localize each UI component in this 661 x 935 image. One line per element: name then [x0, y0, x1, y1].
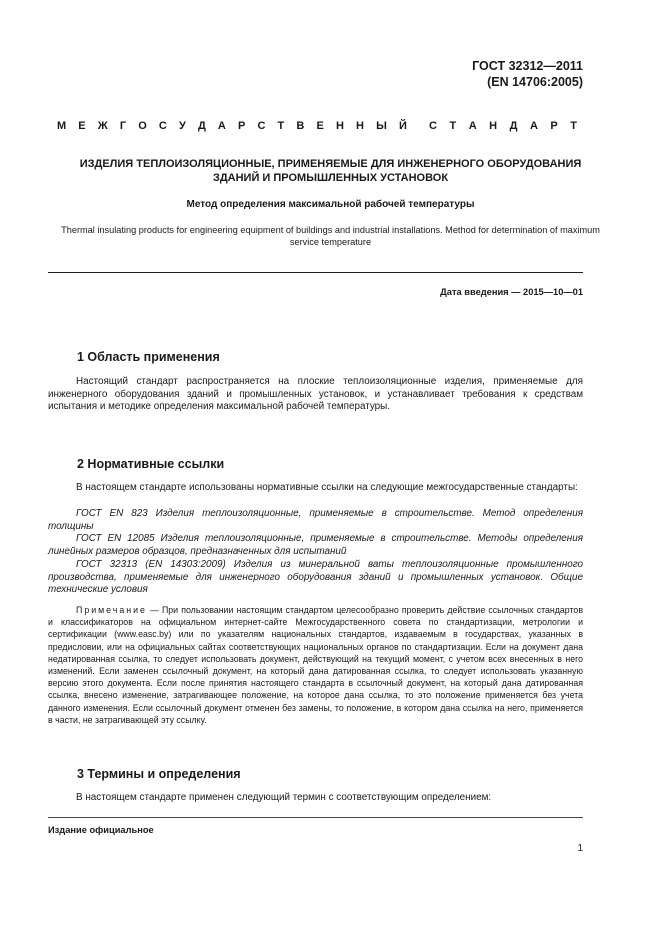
introduction-date: Дата введения — 2015—10—01: [440, 287, 583, 297]
reference-gost-en-823: ГОСТ EN 823 Изделия теплоизоляционные, применяемые в строительстве. Метод определения толщины: [48, 508, 583, 532]
section-2-intro: В настоящем стандарте использованы нормативные ссылки на следующие межгосударственные стандарты:: [76, 482, 578, 493]
section-1-text: Настоящий стандарт распространяется на плоские теплоизоляционные изделия, применяемые для инженерного оборудования зданий и промышленных установок, и устанавливает требования к средствам испытания и методике определения максимальной рабочей температуры.: [48, 376, 583, 413]
references-note: [48, 604, 583, 726]
title-line-2: ЗДАНИЙ И ПРОМЫШЛЕННЫХ УСТАНОВОК: [212, 172, 449, 184]
section-3-text: В настоящем стандарте применен следующий термин с соответствующим определением:: [76, 792, 492, 803]
banner-letter: Е: [316, 120, 324, 132]
banner-letter: Т: [570, 120, 577, 132]
method-subtitle: Метод определения максимальной рабочей температуры: [186, 199, 475, 210]
section-3-heading: 3 Термины и определения: [77, 767, 241, 781]
banner-letter: Ж: [97, 120, 108, 132]
title-russian: [48, 157, 613, 185]
title-english: Thermal insulating products for engineering equipment of buildings and industrial installations. Method for determination of maximum service temperature: [61, 225, 600, 247]
banner-letter: А: [217, 120, 226, 132]
banner-letter: А: [529, 120, 538, 132]
note-text: — При пользовании настоящим стандартом целесообразно проверить действие ссылочных стандартов и классификаторов на официальном интернет-сайте Межгосударственного совета по стандартизации, метрологии и сертификации (www.easc.by) или по указателям национальных стандартов, издаваемым в государствах, указанных в предисловии, или на официальных сайтах соответствующих национальных органов по стандартизации. Если на документ дана недатированная ссылка, то следует использовать документ, действующий на текущий момент, с учетом всех внесенных в него изменений. Если заменен ссылочный документ, на который дана датированная ссылка, то следует использовать указанную версию этого документа. Если после принятия настоящего стандарта в ссылочный документ, на который дана датированная ссылка, внесено изменение, затрагивающее положение, на которое дана ссылка, то это положение применяется без учета данного изменения. Если ссылочный документ отменен без замены, то положение, в котором дана ссылка на него, применяется в части, не затрагивающей эту ссылку.: [48, 605, 583, 725]
banner-letter: Д: [509, 120, 518, 132]
banner-letter: С: [429, 120, 437, 132]
banner-letter: С: [158, 120, 167, 132]
reference-gost-en-12085: ГОСТ EN 12085 Изделия теплоизоляционные, применяемые в строительстве. Методы определения линейных размеров образцов, предназначенных для испытаний: [48, 533, 583, 557]
official-edition-label: Издание официальное: [48, 825, 154, 835]
banner-letter: Н: [335, 120, 344, 132]
banner-letter: О: [138, 120, 147, 132]
banner-letter: Р: [550, 120, 558, 132]
banner-letter: Р: [238, 120, 246, 132]
interstate-word-1: [57, 120, 407, 132]
banner-letter: С: [257, 120, 266, 132]
section-2-heading: 2 Нормативные ссылки: [77, 457, 225, 471]
banner-letter: А: [468, 120, 477, 132]
reference-gost-32313: ГОСТ 32313 (EN 14303:2009) Изделия из минеральной ваты теплоизоляционные промышленного производства, применяемые для инженерного оборудования зданий и промышленных установок. Общие технические условия: [48, 559, 583, 596]
banner-letter: Й: [399, 120, 407, 132]
banner-letter: Г: [119, 120, 127, 132]
banner-letter: Т: [277, 120, 285, 132]
banner-letter: Ы: [376, 120, 387, 132]
note-label: Примечание: [76, 605, 147, 615]
banner-letter: У: [178, 120, 186, 132]
standard-number: [472, 58, 583, 90]
banner-letter: Н: [356, 120, 364, 132]
banner-letter: Д: [197, 120, 206, 132]
gost-number: ГОСТ 32312—2011: [472, 59, 583, 73]
en-number: (EN 14706:2005): [487, 75, 583, 89]
banner-letter: М: [57, 120, 67, 132]
footer-separator: [48, 817, 583, 818]
banner-letter: Е: [78, 120, 86, 132]
title-line-1: ИЗДЕЛИЯ ТЕПЛОИЗОЛЯЦИОННЫЕ, ПРИМЕНЯЕМЫЕ ДЛЯ ИНЖЕНЕРНОГО ОБОРУДОВАНИЯ: [79, 158, 582, 170]
page-number: 1: [577, 843, 583, 854]
interstate-word-2: [429, 120, 577, 132]
section-1-heading: 1 Область применения: [77, 350, 220, 364]
interstate-standard-banner: [57, 120, 577, 132]
banner-letter: Т: [449, 120, 457, 132]
banner-letter: В: [296, 120, 305, 132]
banner-letter: Н: [489, 120, 498, 132]
title-rule: [48, 272, 583, 273]
